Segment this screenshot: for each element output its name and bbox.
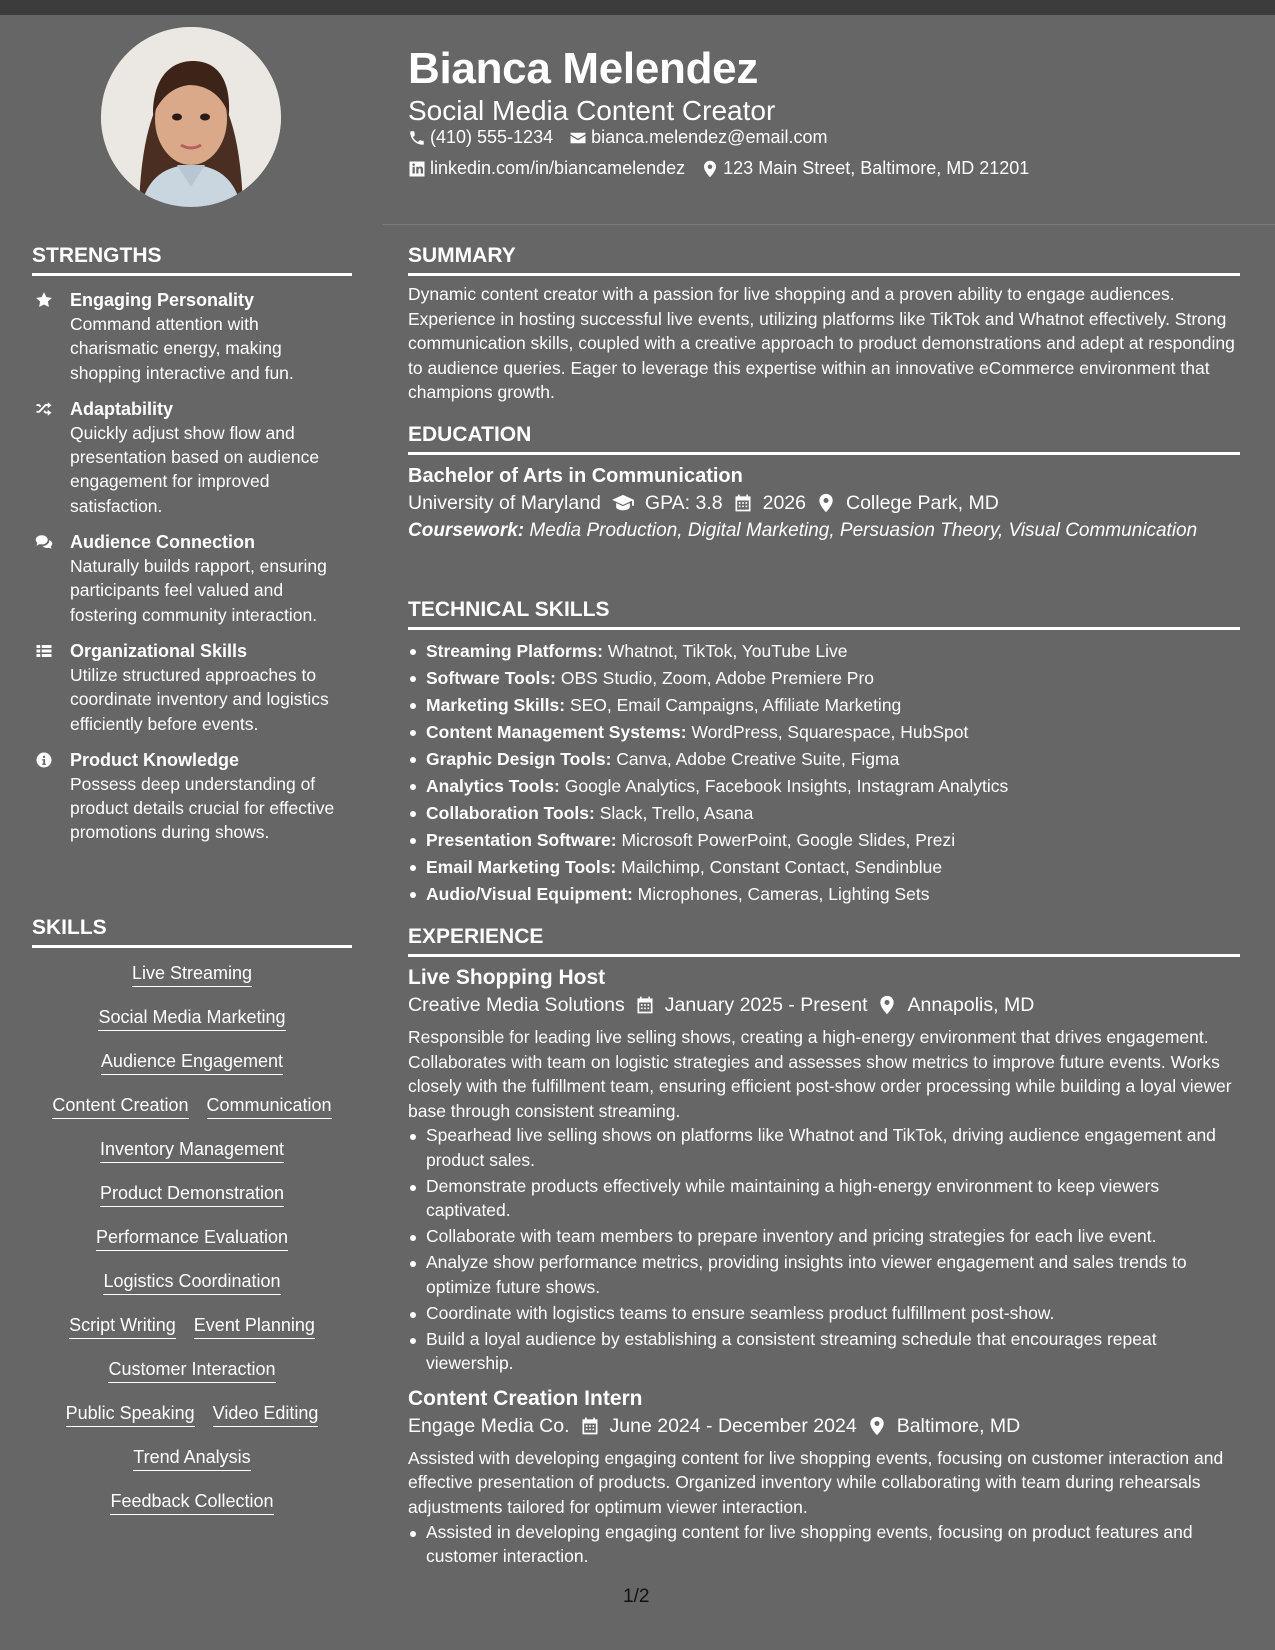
skill-row [32,1182,352,1207]
strength-description: Command attention with charismatic energy, making shopping interactive and fun. [70,314,294,383]
company-name: Creative Media Solutions [408,994,625,1016]
technical-skill-item [408,827,1240,854]
skill-category: Presentation Software: [426,830,617,850]
contact-row-1 [408,127,827,148]
job-dates: June 2024 - December 2024 [609,1414,857,1437]
strength-title: Audience Connection [70,532,256,553]
technical-skill-item [408,665,1240,692]
email-address[interactable]: bianca.melendez@email.com [591,127,828,147]
technical-skill-item [408,800,1240,827]
skill-tag: Public Speaking [66,1402,195,1427]
contact-row-2 [408,158,1029,179]
skills-heading: SKILLS [32,915,352,948]
job-description: Responsible for leading live selling shows, creating a high-energy environment that drives engagement. Collaborates with team on logistic strategies and assesses show metrics to improve future events. Works closely with the fulfillment team, ensuring efficient post-show order processing while building a loyal viewer base through consistent streaming. [408,1027,1232,1121]
shuffle-icon [32,397,70,518]
strength-item [32,288,352,385]
skill-row [32,1446,352,1471]
strengths-heading: STRENGTHS [32,243,352,276]
job-description: Assisted with developing engaging content for live shopping events, focusing on customer interaction and effective presentation of products. Organized inventory while collaborating with team during rehearsals adjustments tailored for optimum viewer interaction. [408,1447,1224,1517]
skill-tag: Trend Analysis [133,1446,250,1471]
comments-icon [32,530,70,627]
skill-row [32,1490,352,1515]
calendar-icon [580,1416,600,1436]
top-bar [0,0,1275,15]
experience-heading: EXPERIENCE [408,924,1240,957]
strength-description: Possess deep understanding of product details crucial for effective promotions during shows. [70,773,335,843]
page-number: 1/2 [623,1586,650,1607]
education-meta [408,489,1240,517]
street-address: 123 Main Street, Baltimore, MD 21201 [723,158,1030,178]
technical-skill-item [408,881,1240,908]
strength-item [32,530,352,627]
skill-tag: Content Creation [52,1094,188,1119]
candidate-name: Bianca Melendez [408,44,759,93]
skill-tag: Feedback Collection [110,1490,273,1515]
strength-title: Product Knowledge [70,749,240,770]
skill-category: Marketing Skills: [426,695,566,715]
skill-tag: Script Writing [69,1314,176,1339]
job-position: Content Creation Intern [408,1386,643,1410]
company-name: Engage Media Co. [408,1414,570,1437]
technical-skills-list [408,638,1240,908]
map-marker-icon [877,995,897,1015]
skill-tag: Audience Engagement [101,1050,283,1075]
skill-values: Slack, Trello, Asana [594,803,754,823]
skill-values: Canva, Adobe Creative Suite, Figma [611,749,900,769]
star-icon [32,288,70,385]
skill-tag: Communication [207,1094,332,1119]
strength-description: Naturally builds rapport, ensuring participants feel valued and fostering community interaction. [70,556,327,625]
skill-values: Mailchimp, Constant Contact, Sendinblue [616,857,943,877]
skill-tag: Logistics Coordination [103,1270,280,1295]
skills-section [32,915,352,1515]
strengths-section [32,243,352,845]
info-icon [32,748,70,845]
map-marker-icon [867,1416,887,1436]
skill-values: SEO, Email Campaigns, Affiliate Marketing [565,695,902,715]
skill-category: Content Management Systems: [426,722,687,742]
skill-tag: Social Media Marketing [98,1006,285,1031]
technical-skills-heading: TECHNICAL SKILLS [408,597,1240,630]
skill-category: Analytics Tools: [426,776,560,796]
job-bullet: Spearhead live selling shows on platforms like Whatnot and TikTok, driving audience engagement and product sales. [408,1123,1240,1172]
technical-skill-item [408,746,1240,773]
skill-values: Microphones, Cameras, Lighting Sets [632,884,930,904]
skill-tag: Live Streaming [132,962,252,987]
job-bullet: Demonstrate products effectively while maintaining a high-energy environment to keep viewers captivated. [408,1174,1240,1223]
job-dates: January 2025 - Present [664,994,868,1016]
strength-item [32,397,352,518]
skill-category: Collaboration Tools: [426,803,595,823]
skill-row [32,1358,352,1383]
address-contact [701,158,1029,179]
skill-row [32,1402,352,1427]
strengths-list [32,288,352,845]
skill-tag: Product Demonstration [100,1182,284,1207]
job-bullet: Build a loyal audience by establishing a consistent streaming schedule that encourages repeat viewership. [408,1327,1240,1376]
skill-category: Streaming Platforms: [426,641,603,661]
strength-description: Quickly adjust show flow and presentation based on audience engagement for improved satisfaction. [70,422,320,516]
skill-row [32,1006,352,1031]
degree-title: Bachelor of Arts in Communication [408,465,743,487]
linkedin-icon [408,160,426,178]
skill-values: WordPress, Squarespace, HubSpot [686,722,969,742]
calendar-icon [733,493,753,513]
linkedin-contact[interactable] [408,158,685,179]
skill-row [32,962,352,987]
skill-category: Audio/Visual Equipment: [426,884,633,904]
summary-heading: SUMMARY [408,243,1240,276]
skill-tag: Event Planning [194,1314,315,1339]
header-divider [383,224,1275,225]
skill-row [32,1094,352,1119]
job-entry [408,1386,1240,1569]
skill-tag: Inventory Management [100,1138,284,1163]
gpa: GPA: 3.8 [644,492,723,514]
technical-skill-item [408,638,1240,665]
job-bullet: Analyze show performance metrics, providing insights into viewer engagement and sales trends to optimize future shows. [408,1250,1240,1299]
job-bullet: Collaborate with team members to prepare inventory and pricing strategies for each live event. [408,1224,1240,1249]
linkedin-url[interactable]: linkedin.com/in/biancamelendez [430,158,686,178]
list-icon [32,639,70,736]
job-bullets [408,1520,1240,1569]
job-title: Social Media Content Creator [408,95,776,126]
strength-title: Engaging Personality [70,290,255,310]
strength-item [32,639,352,736]
skill-row [32,1226,352,1251]
portrait-image [101,27,281,207]
strength-title: Adaptability [70,398,174,419]
graduation-year: 2026 [762,492,806,514]
skill-tag: Video Editing [213,1402,319,1427]
technical-skills-section [408,597,1240,908]
coursework [408,519,1240,544]
resume-page [0,15,1275,1650]
job-bullets [408,1123,1240,1375]
map-marker-icon [816,493,836,513]
school-name: University of Maryland [408,492,601,514]
graduation-cap-icon [611,493,635,513]
education-heading: EDUCATION [408,422,1240,455]
skill-row [32,1050,352,1075]
job-entry [408,965,1240,1376]
coursework-label: Coursework: [408,520,525,541]
technical-skill-item [408,773,1240,800]
strength-description: Utilize structured approaches to coordinate inventory and logistics efficiently before events. [70,664,329,734]
technical-skill-item [408,692,1240,719]
strength-title: Organizational Skills [70,640,248,661]
skill-row [32,1270,352,1295]
strength-item [32,748,352,845]
summary-text: Dynamic content creator with a passion for live shopping and a proven ability to engage audiences. Experience in hosting successful live events, utilizing platforms like TikTok and Whatnot effectively. Strong communication skills, coupled with a creative approach to product demonstrations and adept at responding to audience queries. Eager to leverage this expertise within an innovative eCommerce environment that champions growth. [408,284,1235,403]
technical-skill-item [408,854,1240,881]
skill-tag: Customer Interaction [108,1358,275,1383]
technical-skill-item [408,719,1240,746]
map-marker-icon [701,160,719,178]
coursework-list: Media Production, Digital Marketing, Persuasion Theory, Visual Communication [524,520,1198,541]
experience-section [408,924,1240,1570]
profile-photo [101,27,281,207]
skill-values: Google Analytics, Facebook Insights, Instagram Analytics [559,776,1009,796]
skill-tag: Performance Evaluation [96,1226,288,1251]
job-meta [408,1412,1240,1440]
phone-icon [408,129,426,147]
skill-row [32,1314,352,1339]
email-contact[interactable] [569,127,827,148]
phone-contact [408,127,553,148]
job-location: Baltimore, MD [896,1414,1021,1437]
job-position: Live Shopping Host [408,966,606,989]
school-location: College Park, MD [845,492,999,514]
envelope-icon [569,129,587,147]
job-bullet: Assisted in developing engaging content for live shopping events, focusing on product features and customer interaction. [408,1520,1240,1569]
skill-category: Graphic Design Tools: [426,749,612,769]
skill-row [32,1138,352,1163]
skill-values: OBS Studio, Zoom, Adobe Premiere Pro [555,668,875,688]
skill-values: Microsoft PowerPoint, Google Slides, Prezi [616,830,956,850]
job-bullet: Coordinate with logistics teams to ensure seamless product fulfillment post-show. [408,1301,1240,1326]
education-section [408,422,1240,544]
summary-section [408,243,1240,405]
phone-number: (410) 555-1234 [430,127,554,147]
job-meta [408,991,1240,1019]
calendar-icon [635,995,655,1015]
skill-values: Whatnot, TikTok, YouTube Live [602,641,848,661]
job-location: Annapolis, MD [907,994,1035,1016]
skill-category: Email Marketing Tools: [426,857,617,877]
skill-category: Software Tools: [426,668,556,688]
skills-list [32,962,352,1515]
